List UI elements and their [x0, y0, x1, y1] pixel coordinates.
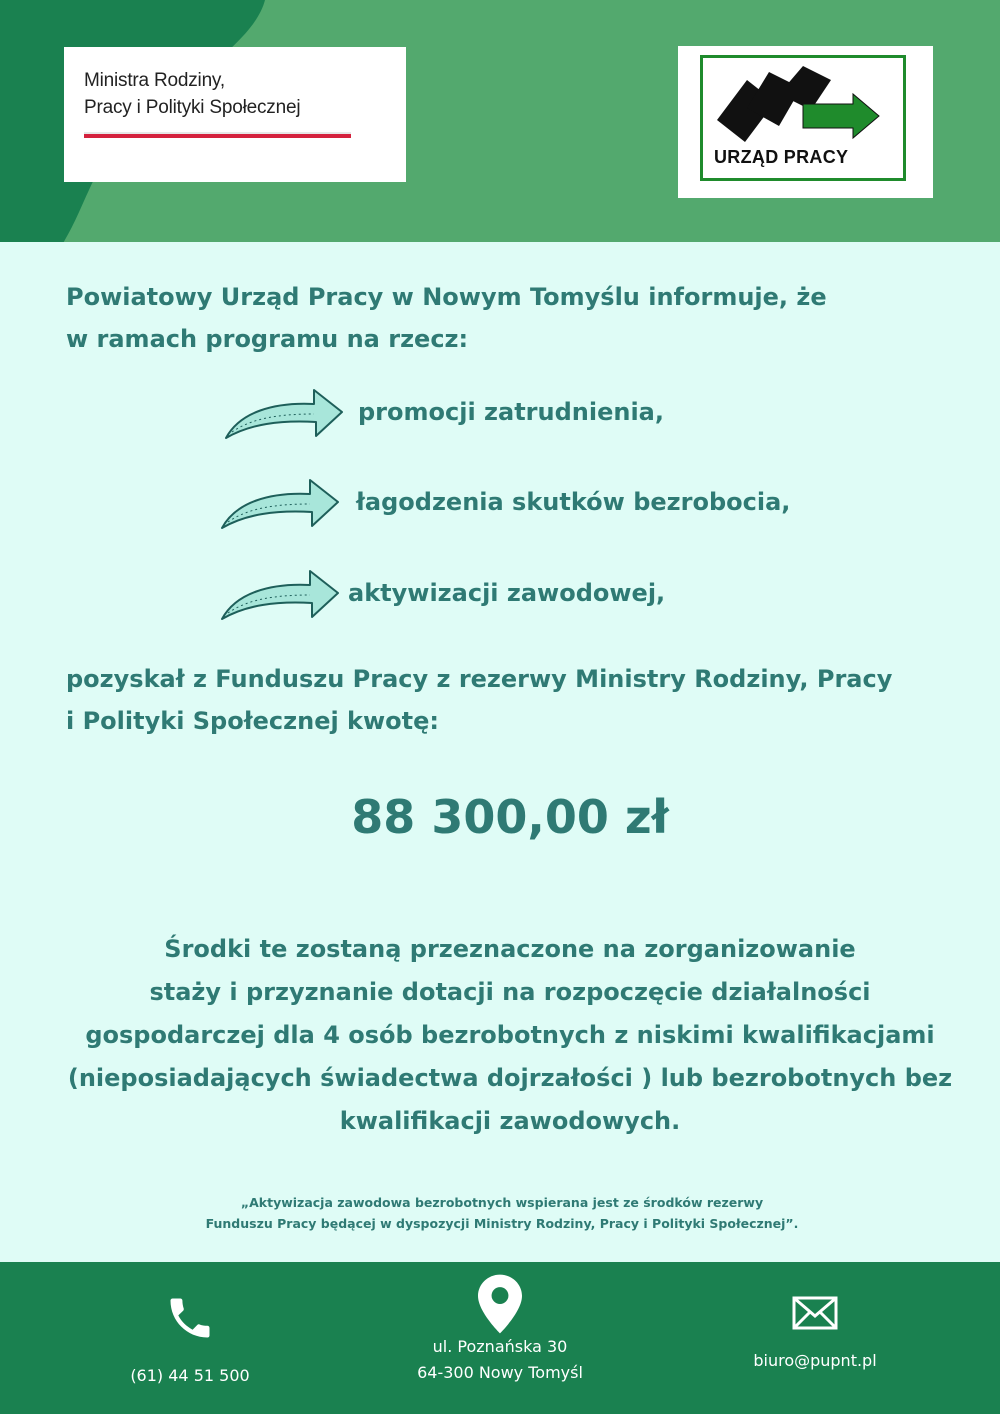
- bullet-item: [218, 474, 918, 534]
- contact-footer: [0, 1262, 1000, 1414]
- polish-flag-stripe: [84, 132, 351, 138]
- bullet-label-activation: aktywizacji zawodowej,: [348, 579, 666, 607]
- funding-footnote: [0, 1192, 1000, 1234]
- acquired-line-2: i Polityki Społecznej kwotę:: [66, 707, 440, 735]
- intro-paragraph: [66, 276, 946, 360]
- ministry-logo: [64, 47, 406, 182]
- acquired-line-1: pozyskał z Funduszu Pracy z rezerwy Ministry Rodziny, Pracy: [66, 665, 893, 693]
- funding-amount: 88 300,00 zł: [351, 790, 669, 844]
- labor-office-logo: [678, 46, 933, 198]
- intro-line-2: w ramach programu na rzecz:: [66, 325, 469, 353]
- footnote-line-1: „Aktywizacja zawodowa bezrobotnych wspierana jest ze środków rezerwy: [240, 1195, 764, 1210]
- bullet-item: [222, 384, 922, 444]
- address-street: ul. Poznańska 30: [432, 1337, 568, 1356]
- ministry-logo-line2: Pracy i Polityki Społecznej: [84, 97, 301, 118]
- header-banner: [0, 0, 1000, 242]
- intro-line-1: Powiatowy Urząd Pracy w Nowym Tomyślu informuje, że: [66, 283, 827, 311]
- arrow-right-icon: [222, 384, 346, 444]
- ministry-logo-line1: Ministra Rodziny,: [84, 70, 225, 91]
- map-pin-icon: [478, 1274, 522, 1334]
- email-contact[interactable]: [735, 1296, 895, 1374]
- purpose-line-3: gospodarczej dla 4 osób bezrobotnych z niskimi kwalifikacjami: [85, 1021, 935, 1049]
- purpose-line-1: Środki te zostaną przeznaczone na zorganizowanie: [164, 935, 856, 963]
- purpose-line-2: staży i przyznanie dotacji na rozpoczęcie działalności: [149, 978, 871, 1006]
- email-address[interactable]: biuro@pupnt.pl: [753, 1351, 877, 1370]
- bullet-label-promotion: promocji zatrudnienia,: [358, 398, 664, 426]
- purpose-line-4: (nieposiadających świadectwa dojrzałości ) lub bezrobotnych bez: [67, 1064, 953, 1092]
- phone-contact[interactable]: [110, 1292, 270, 1389]
- labor-office-logo-text: URZĄD PRACY: [714, 147, 849, 167]
- purpose-line-5: kwalifikacji zawodowych.: [339, 1107, 681, 1135]
- mail-icon: [792, 1296, 838, 1330]
- bullet-item: [218, 565, 918, 625]
- acquired-paragraph: [66, 658, 946, 742]
- phone-icon: [164, 1292, 216, 1344]
- address-city: 64-300 Nowy Tomyśl: [417, 1363, 583, 1382]
- footnote-line-2: Funduszu Pracy będącej w dyspozycji Ministry Rodziny, Pracy i Polityki Społecznej”.: [205, 1216, 799, 1231]
- phone-number: (61) 44 51 500: [130, 1366, 250, 1385]
- arrow-right-icon: [218, 565, 342, 625]
- purpose-paragraph: [0, 928, 1000, 1143]
- bullet-label-mitigation: łagodzenia skutków bezrobocia,: [356, 488, 791, 516]
- arrow-right-icon: [218, 474, 342, 534]
- labor-office-emblem-icon: [703, 58, 903, 148]
- address-contact: [395, 1274, 605, 1386]
